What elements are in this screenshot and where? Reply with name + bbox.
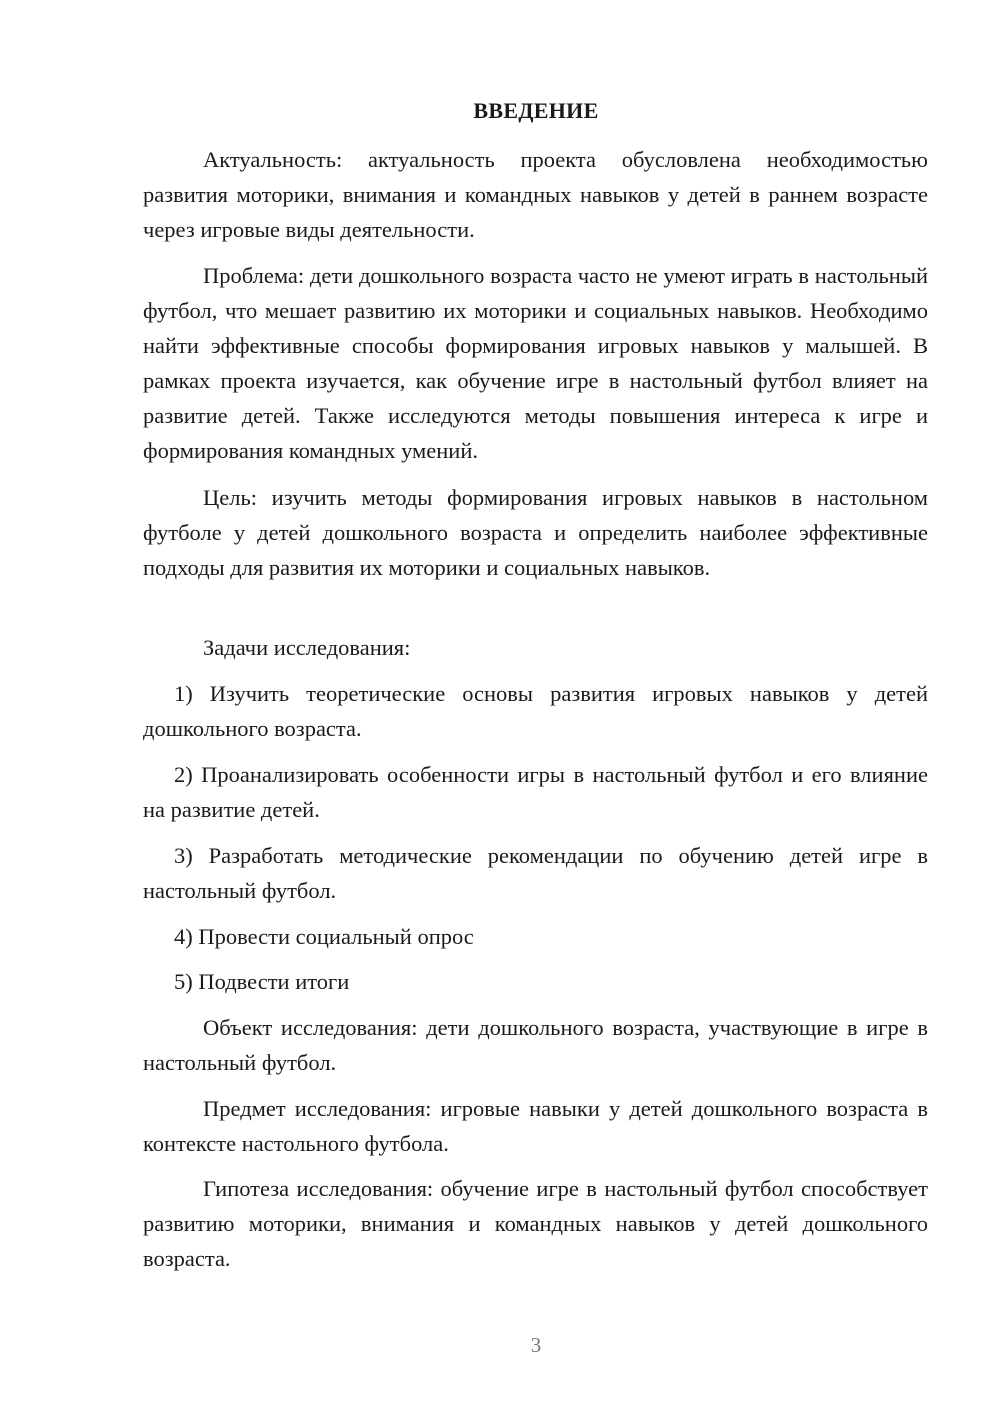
task-item-3: 3) Разработать методические рекомендации по обучению детей игре в настольный футбол. — [143, 843, 928, 903]
task-item-5: 5) Подвести итоги — [174, 969, 350, 994]
goal-paragraph: Цель: изучить методы формирования игровых навыков в настольном футболе у детей дошкольного возраста и определить наиболее эффективные подходы для развития их моторики и социальных навыков. — [143, 485, 928, 580]
page-title: ВВЕДЕНИЕ — [473, 98, 599, 123]
task-item-2: 2) Проанализировать особенности игры в настольный футбол и его влияние на развитие детей. — [143, 762, 928, 822]
object-paragraph: Объект исследования: дети дошкольного возраста, участвующие в игре в настольный футбол. — [143, 1015, 928, 1075]
task-item-4: 4) Провести социальный опрос — [174, 924, 474, 949]
problem-paragraph: Проблема: дети дошкольного возраста часто не умеют играть в настольный футбол, что мешает развитию их моторики и социальных навыков. Необходимо найти эффективные способы формирования игровых навыков у малышей. В рамках проекта изучается, как обучение игре в настольный футбол влияет на развитие детей. Также исследуются методы повышения интереса к игре и формирования командных умений. — [143, 263, 928, 463]
subject-paragraph: Предмет исследования: игровые навыки у детей дошкольного возраста в контексте настольного футбола. — [143, 1096, 928, 1156]
relevance-paragraph: Актуальность: актуальность проекта обусловлена необходимостью развития моторики, внимания и командных навыков у детей в раннем возрасте через игровые виды деятельности. — [143, 147, 928, 242]
task-item-1: 1) Изучить теоретические основы развития игровых навыков у детей дошкольного возраста. — [143, 681, 928, 741]
tasks-heading: Задачи исследования: — [203, 635, 411, 660]
hypothesis-paragraph: Гипотеза исследования: обучение игре в настольный футбол способствует развитию моторики, внимания и командных навыков у детей дошкольного возраста. — [143, 1176, 928, 1271]
page-number: 3 — [530, 1333, 542, 1357]
